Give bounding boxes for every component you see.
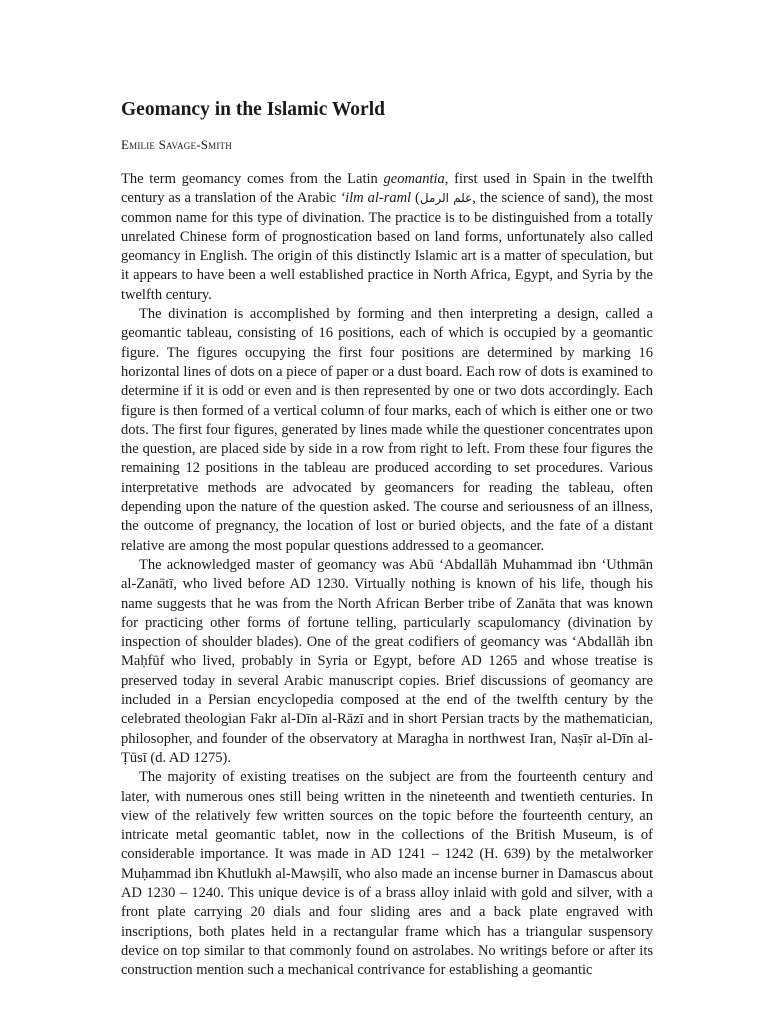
arabic-transliteration: ‘ilm al-raml <box>340 190 412 207</box>
paragraph-2: The divination is accomplished by forming and then interpreting a design, called a geomantic tableau, consisting of 16 positions, each of which is occupied by a geomantic figure. The figures occupying the first four positions are determined by marking 16 horizontal lines of dots on a piece of paper or a dust board. Each row of dots is examined to determine if it is odd or even and is then represented by one or two dots accordingly. Each figure is then formed of a vertical column of four marks, each of which is either one or two dots. The first four figures, generated by lines made while the questioner concentrates upon the question, are placed side by side in a row from right to left. From these four figures the remaining 12 positions in the tableau are produced according to set procedures. Various interpretative methods are advocated by geomancers for reading the tableau, often depending upon the nature of the question asked. The course and seriousness of an illness, the outcome of pregnancy, the location of lost or buried objects, and the fate of a distant relative are among the most popular questions addressed to a geomancer. <box>121 306 653 554</box>
paragraph-3: The acknowledged master of geomancy was Abū ‘Abdallāh Muhammad ibn ‘Uthmān al-Zanātī, who lived before AD 1230. Virtually nothing is known of his life, though his name suggests that he was from the North African Berber tribe of Zanāta that was known for practicing other forms of fortune telling, particularly scapulomancy (divination by inspection of shoulder blades). One of the great codifiers of geomancy was ‘Abdallāh ibn Maḥfūf who lived, probably in Syria or Egypt, before AD 1265 and whose treatise is preserved today in several Arabic manuscript copies. Brief discussions of geomancy are included in a Persian encyclopedia composed at the end of the twelfth century by the celebrated theologian Fakr al-Dīn al-Rāzī and in short Persian tracts by the mathematician, philosopher, and founder of the observatory at Maragha in northwest Iran, Naṣīr al-Dīn al-Ṭūsī (d. AD 1275). <box>121 556 653 766</box>
article-title: Geomancy in the Islamic World <box>121 99 385 120</box>
arabic-term: علم الرمل <box>419 191 473 206</box>
paragraph-1-text-c: ( <box>411 190 420 207</box>
article-page <box>121 97 653 980</box>
paragraph-4: The majority of existing treatises on the subject are from the fourteenth century and later, with numerous ones still being written in the nineteenth and twentieth centuries. In view of the relatively few written sources on the topic before the fourteenth century, an intricate metal geomantic tablet, now in the collections of the British Museum, is of considerable importance. It was made in AD 1241 – 1242 (H. 639) by the metalworker Muḥammad ibn Khutlukh al-Mawṣilī, who also made an incense burner in Damascus about AD 1230 – 1240. This unique device is of a brass alloy inlaid with gold and silver, with a front plate carrying 20 dials and four sliding ares and a back plate engraved with inscriptions, both plates held in a rectangular frame which has a triangular suspensory device on top similar to that commonly found on astrolabes. No writings before or after its construction mention such a mechanical contrivance for establishing a geomantic <box>121 769 653 979</box>
article-author: Emilie Savage-Smith <box>121 137 232 152</box>
article-body <box>121 170 653 980</box>
latin-term: geomantia <box>383 171 445 187</box>
paragraph-1 <box>121 170 653 305</box>
paragraph-1-text-a: The term geomancy comes from the Latin <box>121 171 384 187</box>
paragraph-1-text-b: , first used in Spain in the twelfth century as a translation of the Arabic <box>121 171 653 207</box>
paragraph-1-text-d: , the science of sand), the most common name for this type of divination. The practice is to be distinguished from a totally unrelated Chinese form of prognostication based on land forms, unfortunately also called geomancy in English. The origin of this distinctly Islamic art is a matter of speculation, but it appears to have been a well established practice in North Africa, Egypt, and Syria by the twelfth century. <box>121 190 653 303</box>
